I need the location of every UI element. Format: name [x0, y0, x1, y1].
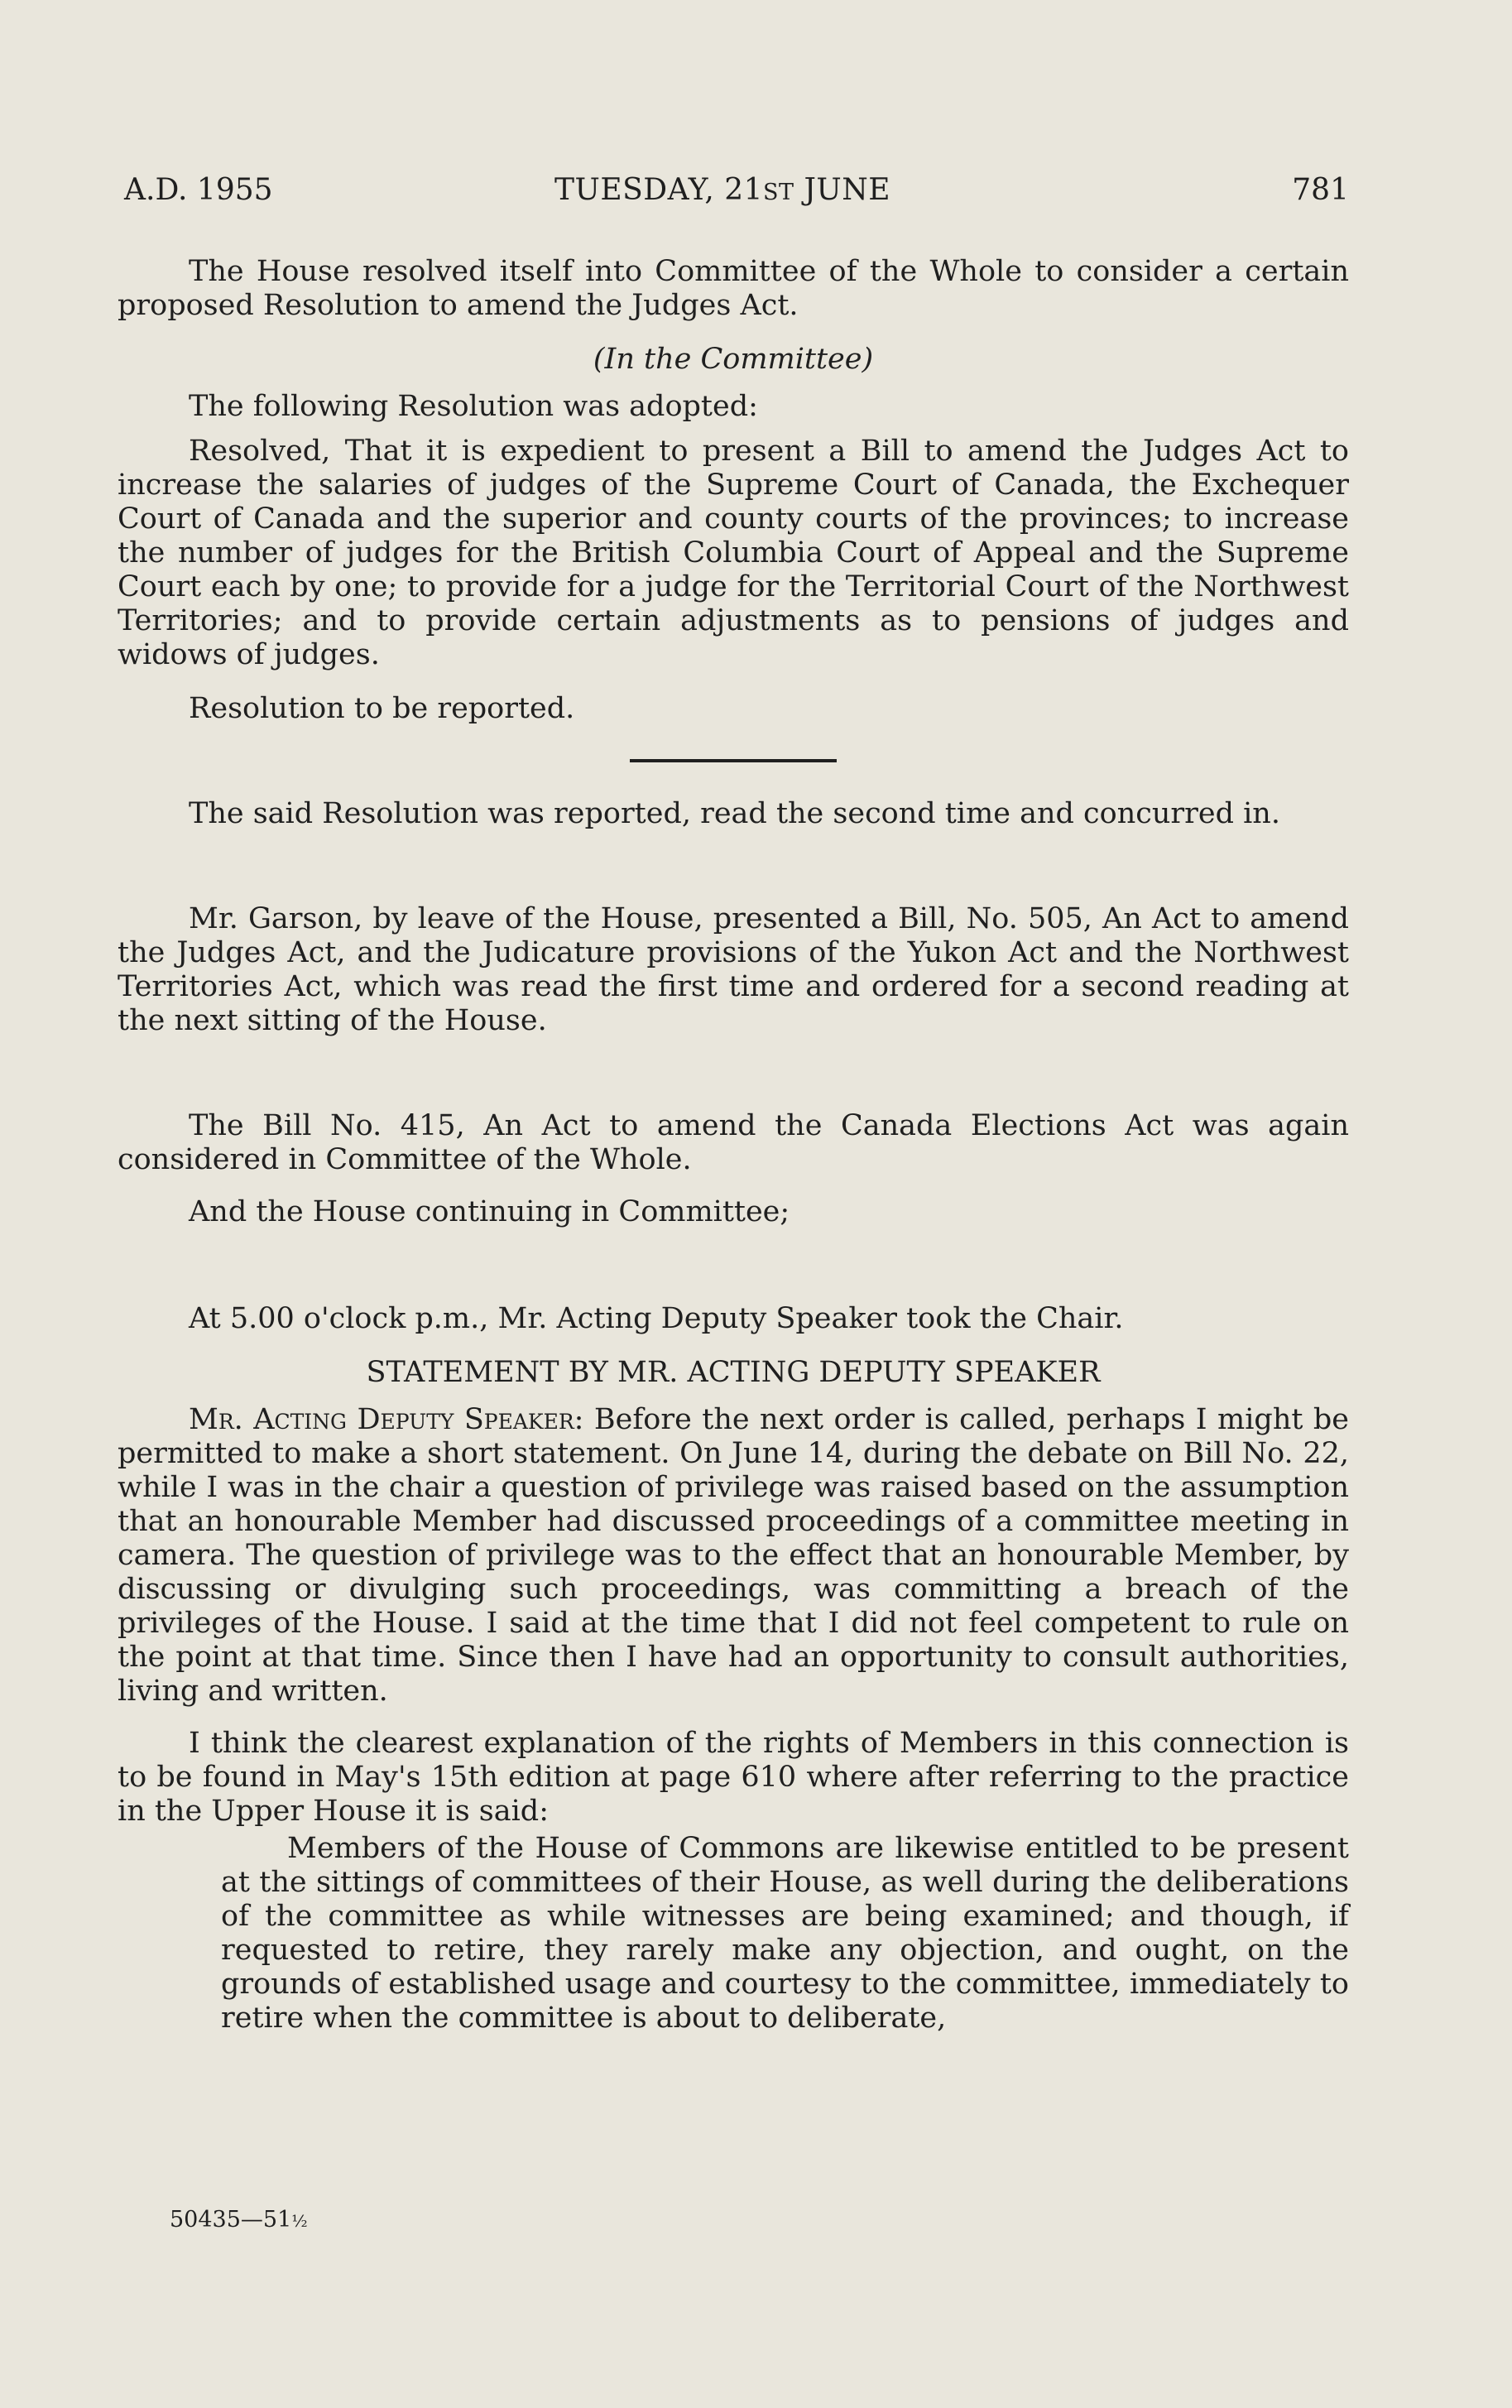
section-divider: [630, 759, 837, 762]
speaker-name: Mr. Acting Deputy Speaker:: [189, 1403, 584, 1436]
paragraph-resolution-text: Resolved, That it is expedient to present a Bill to amend the Judges Act to increase the salaries of judges of the Supreme Court of Canada, the Exchequer Court of Canada and the superior and county courts of the provinces; to increase the number of judges for the British Columbia Court of Appeal and the Supreme Court each by one; to provide for a judge for the Territorial Court of the Northwest Territories; and to provide certain adjustments as to pensions of judges and widows of judges.: [118, 435, 1349, 671]
paragraph-resolution-adopted: The following Resolution was adopted:: [189, 390, 758, 423]
paragraph-continuing-committee: And the House continuing in Committee;: [189, 1195, 790, 1228]
page-footer: [170, 2204, 308, 2237]
paragraph-mays-edition: I think the clearest explanation of the rights of Members in this connection is to be found in May's 15th edition at page 610 where after referring to the practice in the Upper House it is said:: [118, 1727, 1349, 1828]
speaker-statement-text: Before the next order is called, perhaps I might be permitted to make a short statement. On June 14, during the debate on Bill No. 22, while I was in the chair a question of privilege was raised based on the assumption that an honourable Member had discussed proceedings of a committee meeting in camera. The question of privilege was to the effect that an honourable Member, by discussing or divulging such proceedings, was committing a breach of the privileges of the House. I said at the time that I did not feel competent to rule on the point at that time. Since then I have had an opportunity to consult authorities, living and written.: [118, 1403, 1349, 1708]
header-date: [554, 170, 890, 214]
quote-text: Members of the House of Commons are likewise entitled to be present at the sittings of committees of their House, as well during the deliberations of the committee as while witnesses are being examined; and though, if requested to retire, they rarely make any objection, and ought, on the grounds of established usage and courtesy to the committee, immediately to retire when the committee is about to deliberate,: [221, 1832, 1349, 2035]
paragraph-resolution-reported: Resolution to be reported.: [189, 692, 575, 725]
paragraph-bill-415: The Bill No. 415, An Act to amend the Canada Elections Act was again considered in Committee of the Whole.: [118, 1109, 1349, 1176]
page-number: 781: [1292, 173, 1349, 207]
paragraph-resolution-concurred: The said Resolution was reported, read the second time and concurred in.: [189, 797, 1280, 830]
footer-code: 50435—51: [170, 2207, 292, 2233]
block-quote: [118, 1832, 1349, 2036]
paragraph-speaker-statement: [118, 1403, 1349, 1709]
page-body: [118, 255, 1349, 2036]
paragraph-bill-505: Mr. Garson, by leave of the House, presented a Bill, No. 505, An Act to amend the Judges Act, and the Judicature provisions of the Yukon Act and the Northwest Territories Act, which was read the first time and ordered for a second reading at the next sitting of the House.: [118, 902, 1349, 1037]
statement-heading: STATEMENT BY MR. ACTING DEPUTY SPEAKER: [366, 1356, 1101, 1389]
footer-fraction: ½: [291, 2211, 308, 2231]
header-date-month: JUNE: [794, 173, 891, 207]
header-date-main: TUESDAY, 21: [554, 173, 764, 207]
paragraph-speaker-took-chair: At 5.00 o'clock p.m., Mr. Acting Deputy Speaker took the Chair.: [189, 1302, 1124, 1335]
page-header: [124, 170, 1349, 211]
header-year: A.D. 1955: [124, 173, 273, 207]
header-date-suffix: ST: [763, 180, 794, 205]
paragraph-committee-resolved: The House resolved itself into Committee of the Whole to consider a certain proposed Resolution to amend the Judges Act.: [118, 255, 1349, 322]
in-committee-heading: (In the Committee): [593, 343, 874, 376]
